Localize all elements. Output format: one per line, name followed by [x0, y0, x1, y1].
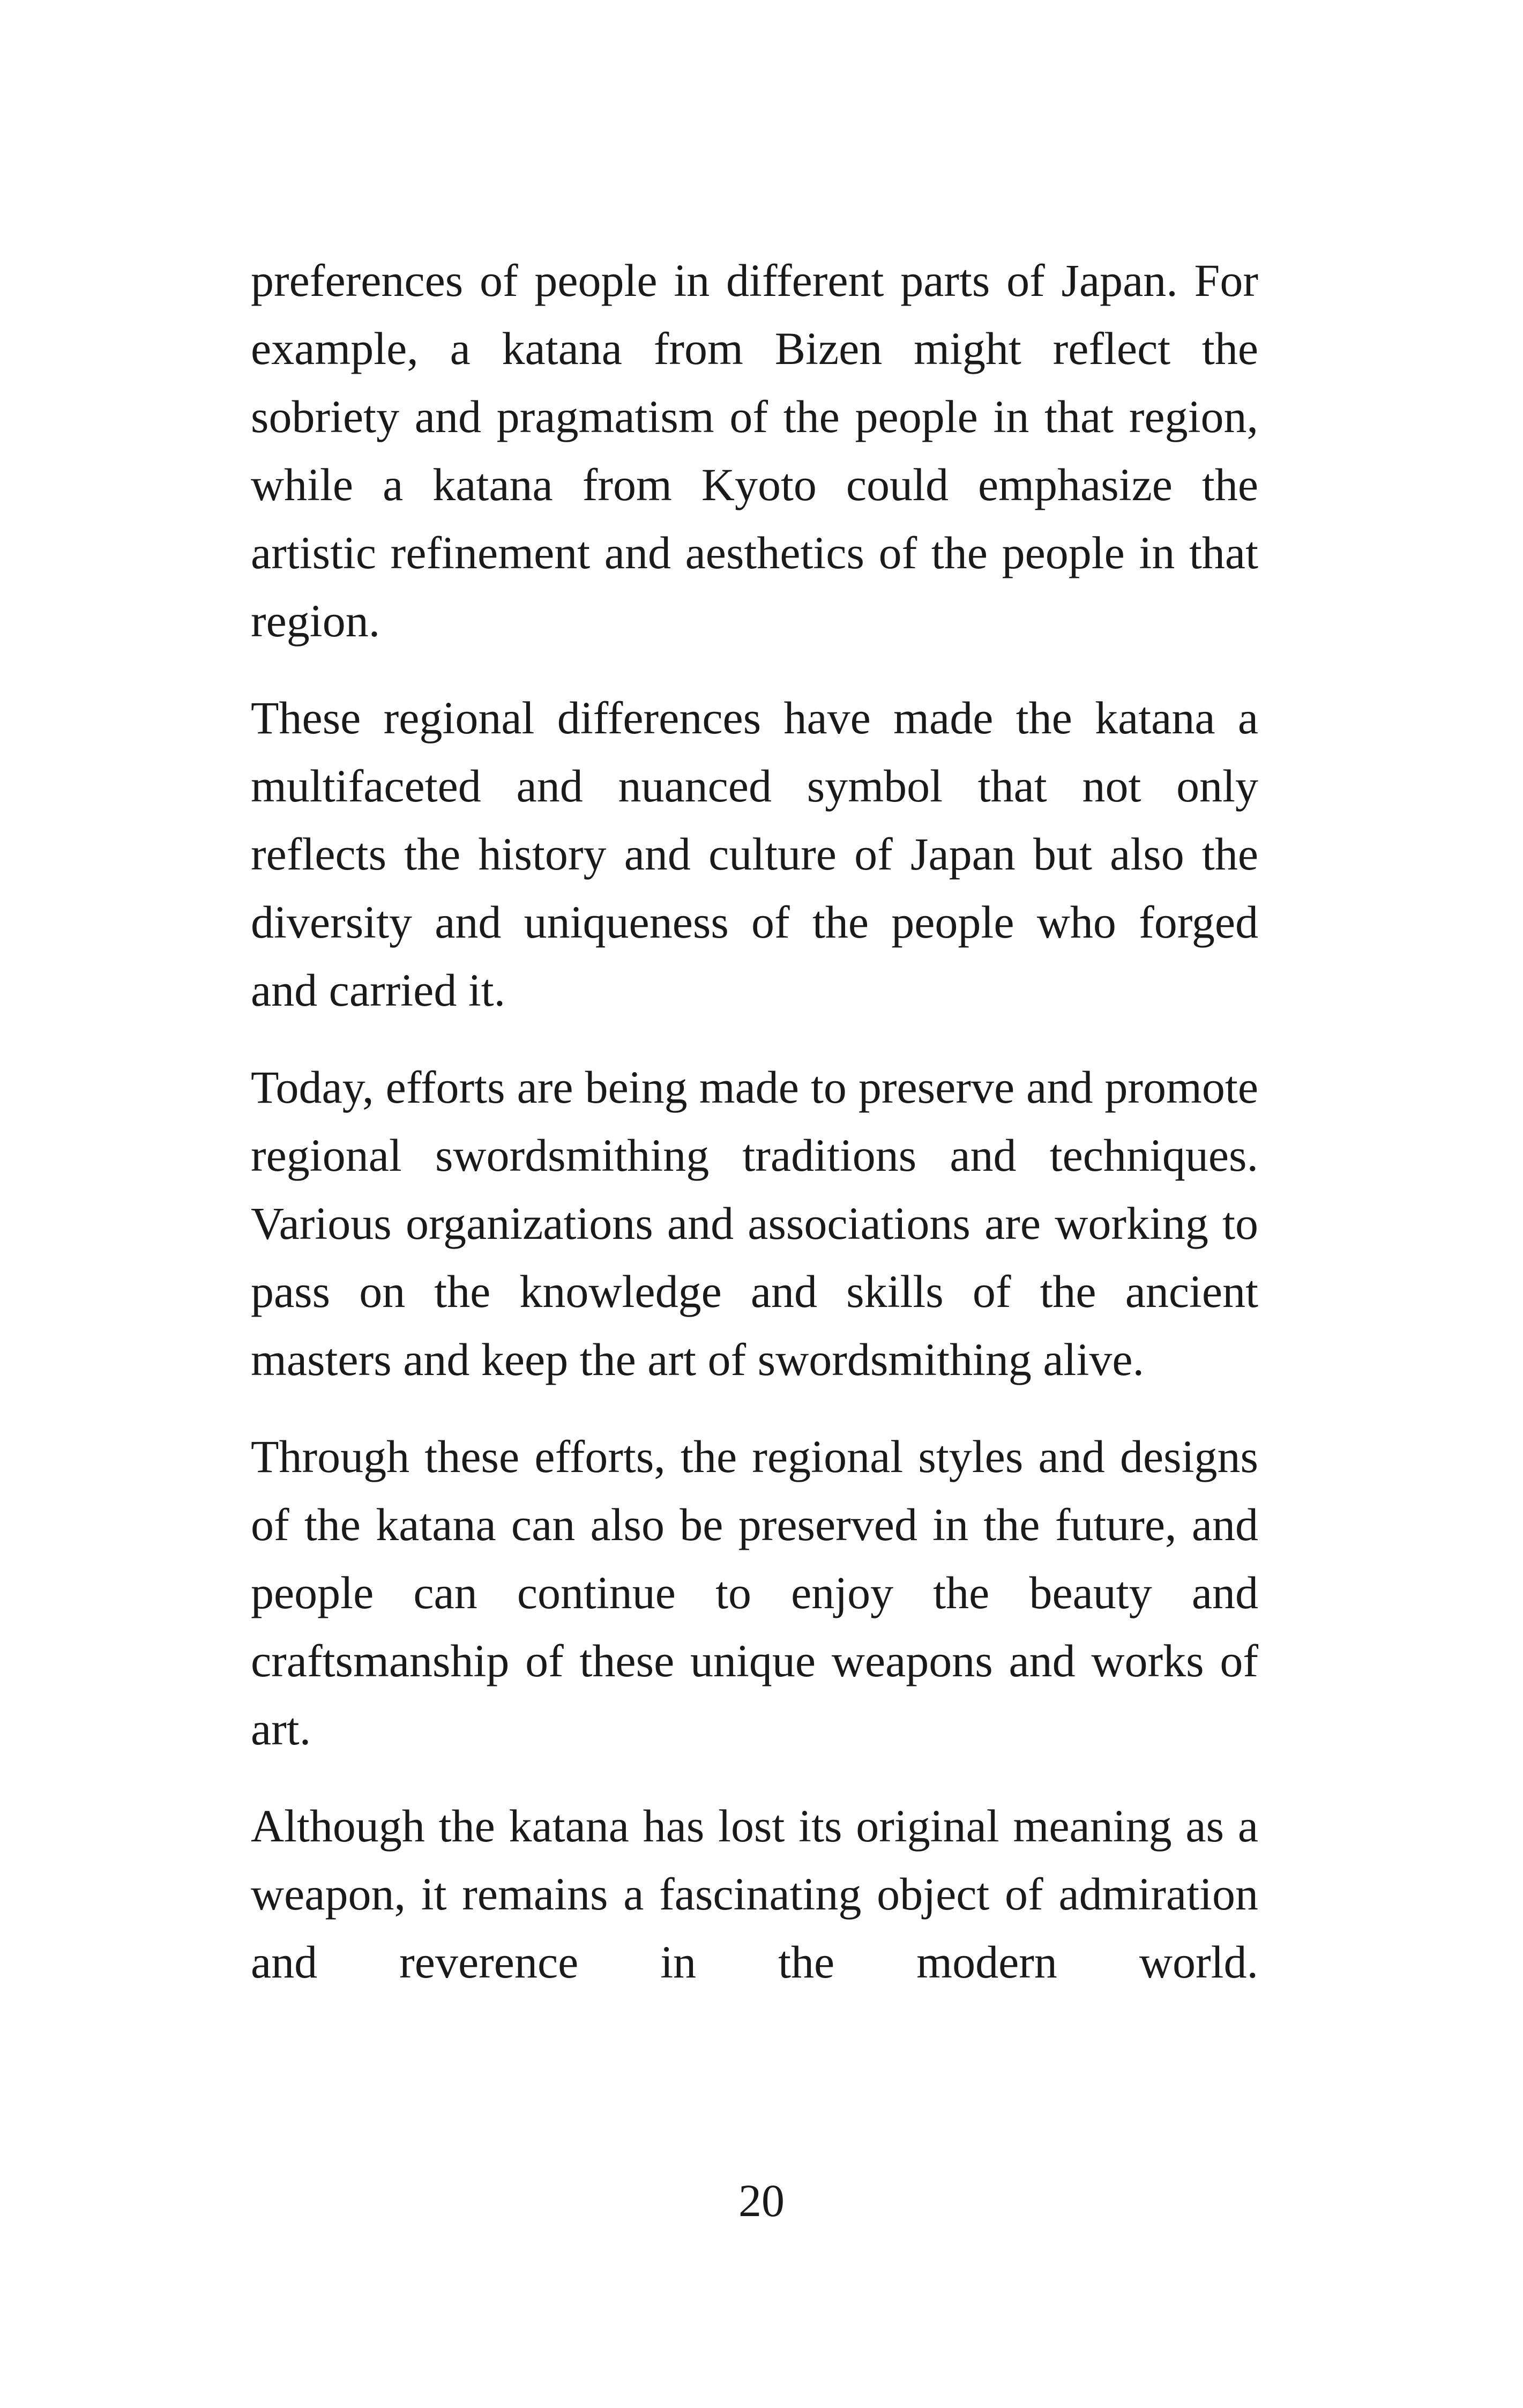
body-text — [251, 247, 1258, 2025]
paragraph-4: Through these efforts, the regional styles and designs of the katana can also be preserved in the future, and people can continue to enjoy the beauty and craftsmanship of these unique weapons and works of art. — [251, 1431, 1258, 1755]
paragraph-1: preferences of people in different parts of Japan. For example, a katana from Bizen might reflect the sobriety and pragmatism of the people in that region, while a katana from Kyoto could emphasize the artistic refinement and aesthetics of the people in that region. — [251, 255, 1258, 646]
paragraph-5: Although the katana has lost its original meaning as a weapon, it remains a fascinating object of admiration and reverence in the modern world. — [251, 1800, 1258, 1988]
paragraph-2: These regional differences have made the katana a multifaceted and nuanced symbol that not only reflects the history and culture of Japan but also the diversity and uniqueness of the people who forged and carried it. — [251, 692, 1258, 1016]
paragraph-3: Today, efforts are being made to preserve and promote regional swordsmithing traditions and techniques. Various organizations and associations are working to pass on the knowledge and skills of the ancient masters and keep the art of swordsmithing alive. — [251, 1061, 1258, 1385]
page-number: 20 — [738, 2175, 785, 2226]
